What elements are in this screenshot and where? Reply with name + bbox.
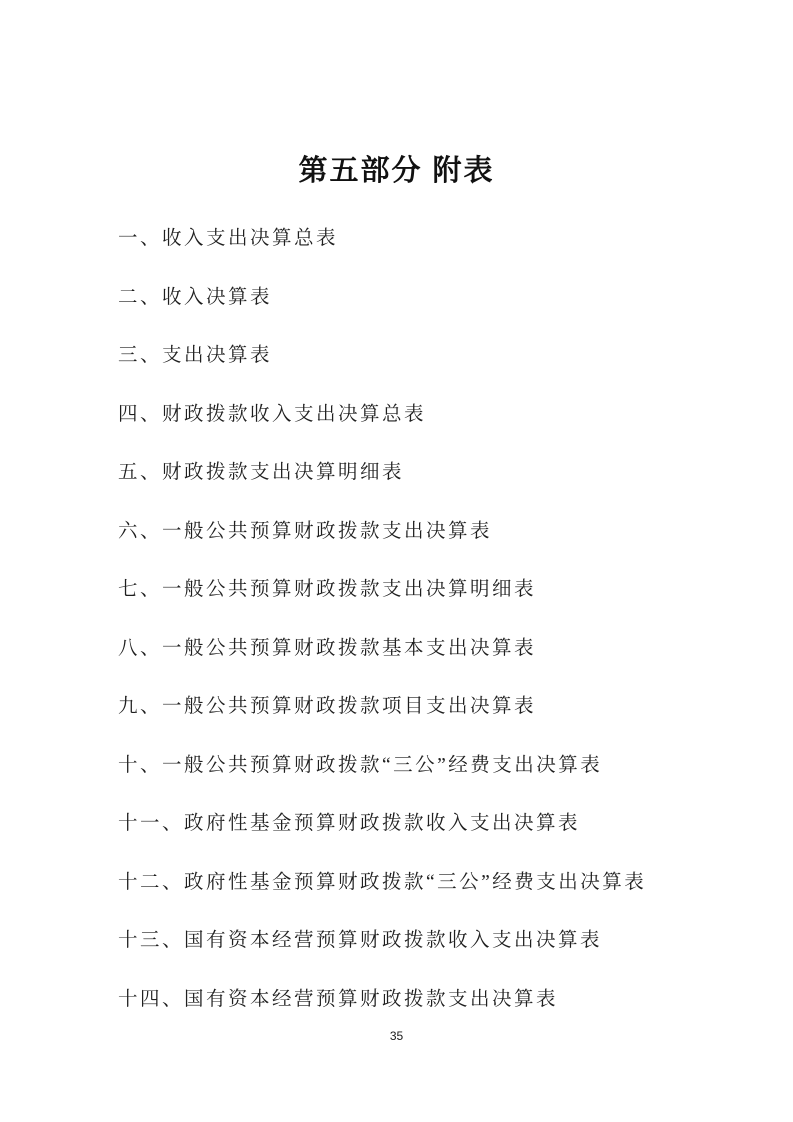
- page-number: 35: [389, 1029, 404, 1043]
- table-list: [0, 228, 793, 1011]
- list-item: 四、财政拨款收入支出决算总表: [118, 403, 427, 425]
- list-item: 七、一般公共预算财政拨款支出决算明细表: [118, 579, 537, 600]
- list-item: 十、一般公共预算财政拨款“三公”经费支出决算表: [118, 754, 603, 776]
- list-item: 二、收入决算表: [118, 286, 273, 308]
- list-item: 八、一般公共预算财政拨款基本支出决算表: [118, 637, 537, 659]
- list-item: 一、收入支出决算总表: [118, 228, 339, 249]
- list-item: 六、一般公共预算财政拨款支出决算表: [118, 520, 493, 542]
- list-item: 十二、政府性基金预算财政拨款“三公”经费支出决算表: [118, 871, 647, 893]
- list-item: 十四、国有资本经营预算财政拨款支出决算表: [118, 988, 559, 1010]
- list-item: 九、一般公共预算财政拨款项目支出决算表: [118, 696, 537, 717]
- page-title: 第五部分 附表: [298, 155, 495, 187]
- list-item: 三、支出决算表: [118, 345, 273, 366]
- list-item: 十三、国有资本经营预算财政拨款收入支出决算表: [118, 930, 603, 951]
- list-item: 五、财政拨款支出决算明细表: [118, 462, 405, 483]
- list-item: 十一、政府性基金预算财政拨款收入支出决算表: [118, 813, 581, 834]
